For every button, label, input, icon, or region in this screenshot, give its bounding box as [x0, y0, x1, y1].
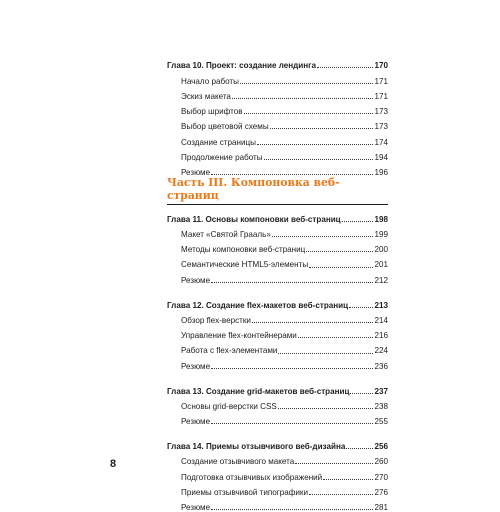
- toc-item[interactable]: [167, 497, 388, 512]
- toc-item[interactable]: [167, 239, 388, 254]
- chapter-title: Глава 10. Проект: создание лендинга: [167, 61, 317, 71]
- toc-item[interactable]: [167, 451, 388, 466]
- page-number: 8: [110, 458, 117, 470]
- toc-item[interactable]: [167, 482, 388, 497]
- toc-item[interactable]: [167, 70, 388, 85]
- item-title: Резюме: [181, 168, 211, 178]
- chapter-title: Глава 13. Создание grid-макетов веб-страниц: [167, 386, 350, 396]
- item-title: Создание отзывчивого макета: [181, 457, 295, 467]
- chapter-page: 213: [374, 300, 388, 310]
- toc-item[interactable]: [167, 396, 388, 411]
- item-page: 212: [374, 275, 388, 285]
- item-title: Резюме: [181, 361, 211, 371]
- dot-leader: [342, 221, 374, 222]
- item-page: 270: [374, 472, 388, 482]
- item-title: Приемы отзывчивой типографики: [181, 487, 308, 497]
- toc-item[interactable]: [167, 356, 388, 371]
- item-title: Обзор flex-верстки: [181, 315, 251, 325]
- table-of-contents: [167, 55, 388, 512]
- item-page: 216: [374, 331, 388, 341]
- dot-leader: [349, 307, 373, 308]
- item-title: Основы grid-верстки CSS: [181, 401, 277, 411]
- item-page: 194: [374, 152, 388, 162]
- item-page: 171: [374, 76, 388, 86]
- item-page: 201: [374, 260, 388, 270]
- dot-leader: [252, 322, 374, 323]
- chapter-title: Глава 12. Создание flex-макетов веб-страниц: [167, 300, 349, 310]
- chapter-title: Глава 14. Приемы отзывчивого веб-дизайна: [167, 441, 346, 451]
- toc-chapter-13[interactable]: [167, 380, 388, 395]
- chapter-page: 256: [374, 441, 388, 451]
- item-title: Выбор цветовой схемы: [181, 122, 269, 132]
- chapter-title: Глава 11. Основы компоновки веб-страниц: [167, 214, 341, 224]
- toc-item[interactable]: [167, 411, 388, 426]
- item-title: Семантические HTML5-элементы: [181, 260, 309, 270]
- dot-leader: [346, 448, 373, 449]
- item-title: Эскиз макета: [181, 91, 231, 101]
- item-page: 214: [374, 315, 388, 325]
- dot-leader: [350, 393, 373, 394]
- toc-chapter-12[interactable]: [167, 294, 388, 309]
- item-page: 276: [374, 487, 388, 497]
- toc-item[interactable]: [167, 101, 388, 116]
- dot-leader: [211, 282, 373, 283]
- item-title: Резюме: [181, 503, 211, 512]
- toc-item[interactable]: [167, 147, 388, 162]
- dot-leader: [270, 128, 374, 129]
- item-page: 174: [374, 137, 388, 147]
- toc-chapter-11[interactable]: [167, 208, 388, 223]
- toc-item[interactable]: [167, 86, 388, 101]
- dot-leader: [211, 174, 373, 175]
- item-title: Выбор шрифтов: [181, 107, 243, 117]
- dot-leader: [257, 144, 374, 145]
- item-page: 173: [374, 122, 388, 132]
- item-title: Создание страницы: [181, 137, 256, 147]
- dot-leader: [232, 98, 374, 99]
- dot-leader: [323, 479, 373, 480]
- toc-item[interactable]: [167, 116, 388, 131]
- item-page: 236: [374, 361, 388, 371]
- divider: [167, 204, 388, 205]
- dot-leader: [309, 494, 373, 495]
- item-page: 238: [374, 401, 388, 411]
- toc-item[interactable]: [167, 340, 388, 355]
- item-page: 196: [374, 168, 388, 178]
- toc-item[interactable]: [167, 466, 388, 481]
- toc-item[interactable]: [167, 131, 388, 146]
- dot-leader: [317, 67, 373, 68]
- chapter-page: 237: [374, 386, 388, 396]
- toc-chapter-10[interactable]: [167, 55, 388, 70]
- item-page: 224: [374, 346, 388, 356]
- spacer: [167, 426, 388, 436]
- dot-leader: [244, 113, 374, 114]
- dot-leader: [211, 368, 373, 369]
- toc-chapter-14[interactable]: [167, 436, 388, 451]
- dot-leader: [306, 251, 373, 252]
- item-page: 171: [374, 91, 388, 101]
- dot-leader: [240, 83, 374, 84]
- spacer: [167, 285, 388, 295]
- item-title: Управление flex-контейнерами: [181, 331, 297, 341]
- dot-leader: [278, 353, 373, 354]
- spacer: [167, 371, 388, 381]
- item-title: Работа с flex-элементами: [181, 346, 278, 356]
- item-page: 260: [374, 457, 388, 467]
- item-page: 173: [374, 107, 388, 117]
- item-page: 255: [374, 417, 388, 427]
- dot-leader: [309, 267, 373, 268]
- item-page: 200: [374, 245, 388, 255]
- dot-leader: [272, 236, 374, 237]
- dot-leader: [211, 423, 373, 424]
- item-page: 199: [374, 229, 388, 239]
- dot-leader: [278, 408, 374, 409]
- item-title: Подготовка отзывчивых изображений: [181, 472, 323, 482]
- dot-leader: [264, 159, 374, 160]
- chapter-page: 170: [374, 61, 388, 71]
- item-title: Начало работы: [181, 76, 239, 86]
- item-title: Макет «Святой Грааль»: [181, 229, 271, 239]
- part-heading: Часть III. Компоновка веб-страниц: [167, 176, 340, 203]
- toc-item[interactable]: [167, 325, 388, 340]
- item-title: Резюме: [181, 275, 211, 285]
- toc-item[interactable]: [167, 310, 388, 325]
- dot-leader: [298, 337, 374, 338]
- item-title: Резюме: [181, 417, 211, 427]
- dot-leader: [211, 509, 373, 510]
- dot-leader: [295, 463, 373, 464]
- item-title: Продолжение работы: [181, 152, 263, 162]
- toc-item[interactable]: [167, 270, 388, 285]
- item-page: 281: [374, 503, 388, 512]
- toc-item[interactable]: [167, 254, 388, 269]
- item-title: Методы компоновки веб-страниц: [181, 245, 306, 255]
- chapter-page: 198: [374, 214, 388, 224]
- toc-item[interactable]: [167, 162, 388, 177]
- toc-item[interactable]: [167, 224, 388, 239]
